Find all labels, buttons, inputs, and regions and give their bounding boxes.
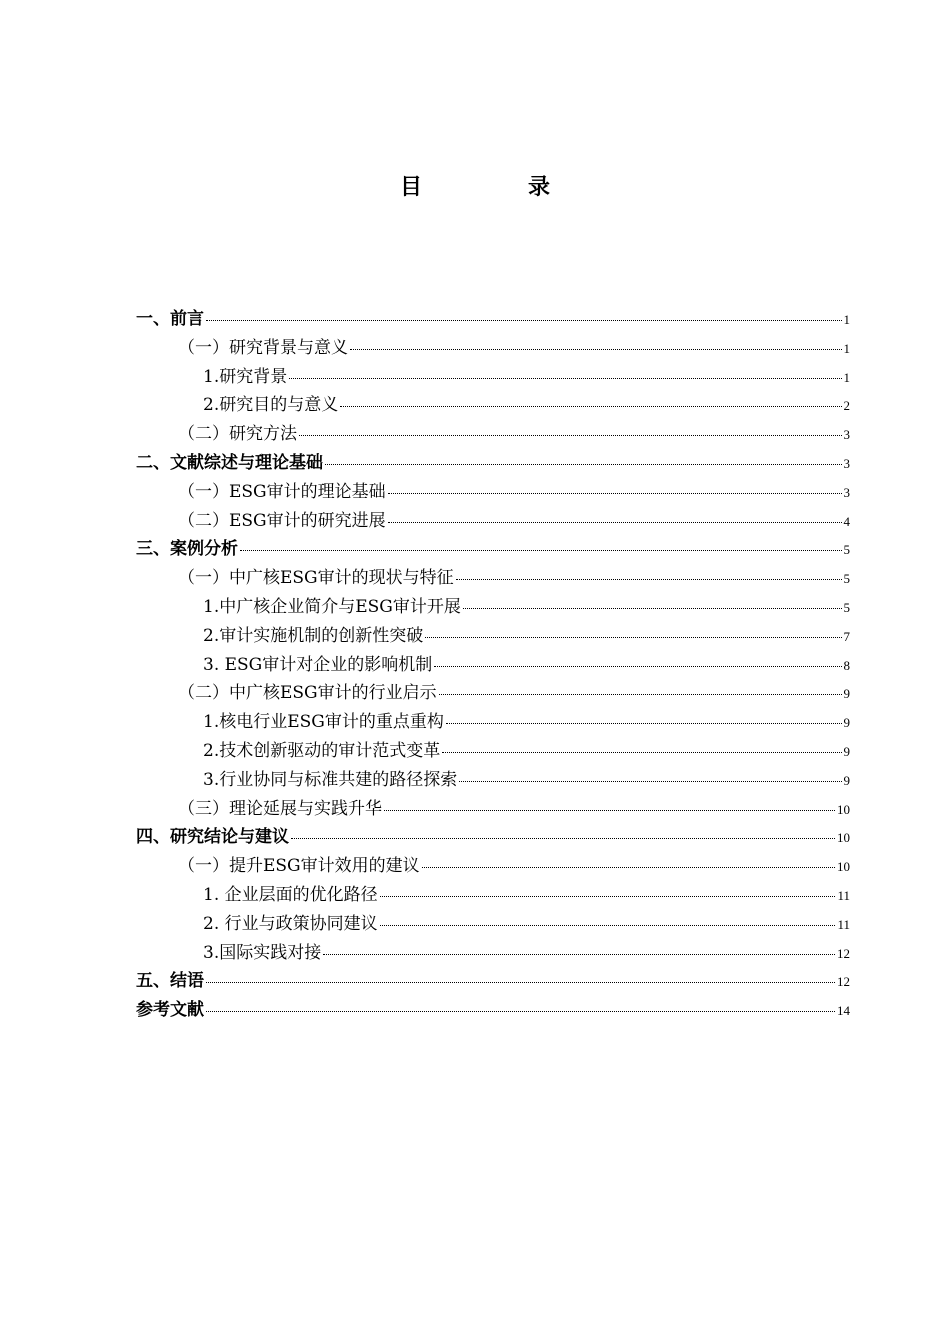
toc-entry-label: 2.技术创新驱动的审计范式变革: [203, 741, 441, 761]
toc-entry[interactable]: [178, 506, 850, 531]
toc-entry[interactable]: [178, 419, 850, 444]
toc-entry[interactable]: [203, 362, 850, 387]
dot-leader: [380, 896, 836, 897]
toc-entry[interactable]: [203, 938, 850, 963]
dot-leader: [240, 550, 842, 551]
toc-page-number: 11: [837, 916, 850, 932]
toc-entry-label: 3.国际实践对接: [203, 942, 322, 963]
dot-leader: [206, 320, 842, 321]
toc-page-number: 3: [843, 427, 850, 443]
dot-leader: [459, 781, 841, 782]
toc-entry-label: 1.研究背景: [203, 366, 288, 387]
toc-entry-label: 1.核电行业ESG审计的重点重构: [203, 712, 444, 733]
toc-entry[interactable]: [203, 765, 850, 790]
toc-page-number: 10: [837, 830, 850, 846]
dot-leader: [340, 406, 841, 407]
toc-entry[interactable]: [203, 880, 850, 905]
dot-leader: [434, 666, 841, 667]
toc-page-number: 14: [837, 1003, 850, 1019]
toc-entry[interactable]: [203, 707, 850, 732]
toc-entry-label: 3.行业协同与标准共建的路径探索: [203, 769, 458, 790]
page-title: 目 录: [399, 175, 592, 200]
toc-entry[interactable]: [203, 621, 850, 646]
toc-entry[interactable]: [203, 592, 850, 617]
toc-entry-label: （一）ESG审计的理论基础: [178, 481, 386, 502]
toc-entry-label: 1. 企业层面的优化路径: [203, 885, 378, 905]
toc-entry-label: 二、文献综述与理论基础: [136, 453, 323, 473]
dot-leader: [350, 349, 842, 350]
dot-leader: [425, 637, 841, 638]
toc-page-number: 8: [843, 657, 850, 673]
dot-leader: [422, 867, 835, 868]
toc-entry-label: 2.研究目的与意义: [203, 395, 339, 416]
toc-entry[interactable]: [136, 448, 850, 473]
toc-entry[interactable]: [178, 333, 850, 358]
toc-entry[interactable]: [203, 909, 850, 934]
dot-leader: [388, 522, 842, 523]
toc-entry[interactable]: [203, 736, 850, 761]
dot-leader: [323, 954, 835, 955]
toc-entry[interactable]: [136, 966, 850, 991]
toc-page-number: 10: [837, 801, 850, 817]
toc-page-number: 9: [843, 686, 850, 702]
toc-entry[interactable]: [203, 650, 850, 675]
toc-entry[interactable]: [203, 390, 850, 415]
dot-leader: [206, 982, 835, 983]
dot-leader: [299, 435, 842, 436]
dot-leader: [325, 464, 842, 465]
dot-leader: [380, 925, 836, 926]
toc-page-number: 4: [843, 513, 850, 529]
toc-page-number: 2: [843, 398, 850, 414]
toc-page-number: 7: [843, 628, 850, 644]
toc-page-number: 10: [837, 859, 850, 875]
dot-leader: [388, 493, 842, 494]
toc-entry-label: 参考文献: [136, 1000, 204, 1021]
toc-page-number: 1: [843, 369, 850, 385]
toc-entry-label: （二）中广核ESG审计的行业启示: [178, 683, 437, 704]
dot-leader: [384, 810, 835, 811]
toc-page-number: 1: [843, 312, 850, 327]
toc-entry-label: 3. ESG审计对企业的影响机制: [203, 654, 433, 675]
toc-entry[interactable]: [136, 822, 850, 847]
toc-entry-label: 四、研究结论与建议: [136, 827, 289, 848]
toc-entry-label: 一、前言: [136, 309, 204, 329]
toc-page-number: 9: [843, 744, 850, 759]
toc-entry-label: 2. 行业与政策协同建议: [203, 913, 378, 934]
toc-entry-label: （二）研究方法: [178, 424, 297, 445]
toc-entry-label: 三、案例分析: [136, 539, 238, 560]
toc-page-number: 5: [843, 542, 850, 558]
toc-page-number: 5: [843, 571, 850, 587]
dot-leader: [206, 1011, 835, 1012]
toc-entry[interactable]: [178, 851, 850, 876]
dot-leader: [456, 579, 842, 580]
toc-entry[interactable]: [136, 534, 850, 559]
dot-leader: [289, 378, 841, 379]
dot-leader: [442, 752, 841, 753]
toc-page-number: 9: [843, 772, 850, 788]
toc-page-number: 3: [843, 484, 850, 500]
toc-entry[interactable]: [178, 794, 850, 819]
toc-entry-label: （一）中广核ESG审计的现状与特征: [178, 568, 454, 589]
toc-entry-label: 1.中广核企业简介与ESG审计开展: [203, 597, 461, 617]
toc-entry[interactable]: [136, 304, 850, 329]
dot-leader: [463, 608, 842, 609]
toc-entry[interactable]: [178, 563, 850, 588]
toc-page-number: 11: [837, 888, 850, 903]
toc-entry-label: （一）提升ESG审计效用的建议: [178, 856, 420, 877]
toc-page-number: 12: [837, 974, 850, 990]
toc-entry-label: （三）理论延展与实践升华: [178, 798, 382, 819]
dot-leader: [291, 838, 835, 839]
toc-entry-label: 2.审计实施机制的创新性突破: [203, 625, 424, 646]
toc-entry[interactable]: [136, 995, 850, 1020]
toc-page-number: 3: [843, 456, 850, 471]
toc-entry-label: （二）ESG审计的研究进展: [178, 510, 386, 531]
dot-leader: [446, 723, 842, 724]
toc-entry-label: 五、结语: [136, 971, 204, 992]
toc-page-number: 1: [843, 340, 850, 356]
toc-entry-label: （一）研究背景与意义: [178, 337, 348, 358]
dot-leader: [439, 694, 842, 695]
toc-page-number: 12: [837, 945, 850, 961]
toc-entry[interactable]: [178, 678, 850, 703]
toc-entry[interactable]: [178, 477, 850, 502]
toc-page-number: 5: [843, 600, 850, 615]
toc-page-number: 9: [843, 715, 850, 731]
